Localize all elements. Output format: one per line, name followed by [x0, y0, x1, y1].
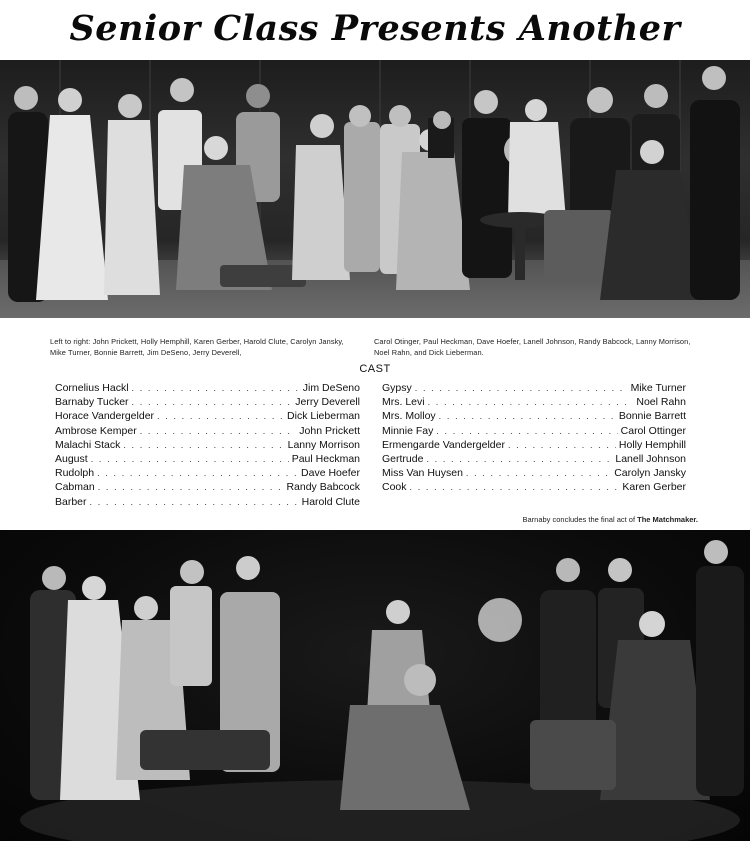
role-name: Cabman [55, 481, 95, 494]
role-name: Horace Vandergelder [55, 410, 155, 423]
dot-leader [97, 468, 298, 478]
actor-name: Lanny Morrison [287, 438, 360, 451]
cast-row [55, 382, 360, 396]
play-title: The Matchmaker. [637, 515, 698, 524]
role-name: Barber [55, 495, 87, 508]
actor-name: Dick Lieberman [287, 410, 360, 423]
role-name: Ambrose Kemper [55, 424, 137, 437]
actor-name: Karen Gerber [622, 481, 686, 494]
dot-leader [91, 454, 289, 464]
cast-row [382, 481, 686, 495]
actor-name: Jerry Deverell [295, 396, 360, 409]
role-name: Gertrude [382, 452, 424, 465]
cast-group-photo [0, 60, 750, 318]
actor-name: Randy Babcock [286, 481, 360, 494]
dot-leader [132, 383, 300, 393]
cast-row [382, 467, 686, 481]
scene-photo-caption [522, 515, 698, 524]
role-name: Barnaby Tucker [55, 396, 129, 409]
role-name: Malachi Stack [55, 438, 121, 451]
dot-leader [132, 397, 293, 407]
cast-row [55, 396, 360, 410]
cast-row [382, 382, 686, 396]
dot-leader [415, 383, 628, 393]
cast-heading: CAST [359, 363, 391, 375]
dot-leader [466, 468, 611, 478]
role-name: Mrs. Molloy [382, 410, 436, 423]
actor-name: Bonnie Barrett [618, 410, 686, 423]
dot-leader [508, 440, 616, 450]
actor-name: Carol Ottinger [620, 424, 686, 437]
role-name: Mrs. Levi [382, 396, 425, 409]
role-name: Gypsy [382, 382, 412, 394]
dot-leader [98, 482, 284, 492]
cast-row [55, 496, 360, 510]
dot-leader [90, 497, 299, 507]
scene-caption-text: Barnaby concludes the final act of [522, 515, 638, 524]
cast-row [55, 439, 360, 453]
photo-caption-right: Carol Otinger, Paul Heckman, Dave Hoefer, Lanell Johnson, Randy Babcock, Lanny Morrison, Noel Rahn, and Dick Lieberman. [374, 337, 691, 357]
actor-name: Noel Rahn [636, 396, 686, 409]
actor-name: John Prickett [299, 424, 360, 437]
role-name: August [55, 452, 88, 465]
dot-leader [436, 426, 617, 436]
cast-row [55, 453, 360, 467]
cast-list-left [55, 382, 360, 510]
cast-row [382, 410, 686, 424]
dot-leader [439, 411, 616, 421]
dot-leader [410, 482, 620, 492]
dot-leader [123, 440, 284, 450]
cast-row [382, 453, 686, 467]
role-name: Minnie Fay [382, 424, 434, 437]
actor-name: Paul Heckman [291, 452, 360, 465]
actor-name: Dave Hoefer [301, 467, 360, 480]
page-title: Senior Class Presents Another [69, 8, 681, 49]
role-name: Cornelius Hackl [55, 382, 129, 394]
photo-caption-left: Left to right: John Prickett, Holly Hemphill, Karen Gerber, Harold Clute, Carolyn Jansky, Mike Turner, Bonnie Barrett, Jim DeSeno, Jerry Deverell, [50, 337, 344, 357]
cast-row [55, 410, 360, 424]
cast-list-right [382, 382, 686, 496]
role-name: Miss Van Huysen [382, 467, 463, 480]
role-name: Rudolph [55, 467, 95, 480]
cast-row [382, 439, 686, 453]
actor-name: Carolyn Jansky [614, 467, 686, 480]
dot-leader [157, 411, 284, 421]
role-name: Ermengarde Vandergelder [382, 438, 505, 451]
actor-name: Mike Turner [630, 382, 686, 394]
dot-leader [140, 426, 297, 436]
cast-row [55, 481, 360, 495]
cast-row [55, 425, 360, 439]
actor-name: Jim DeSeno [302, 382, 360, 394]
dot-leader [426, 454, 612, 464]
actor-name: Harold Clute [301, 495, 360, 508]
actor-name: Holly Hemphill [618, 438, 686, 451]
actor-name: Lanell Johnson [615, 452, 686, 465]
cast-row [382, 425, 686, 439]
dot-leader [428, 397, 634, 407]
role-name: Cook [382, 481, 407, 494]
stage-scene-photo [0, 530, 750, 841]
cast-row [382, 396, 686, 410]
cast-row [55, 467, 360, 481]
